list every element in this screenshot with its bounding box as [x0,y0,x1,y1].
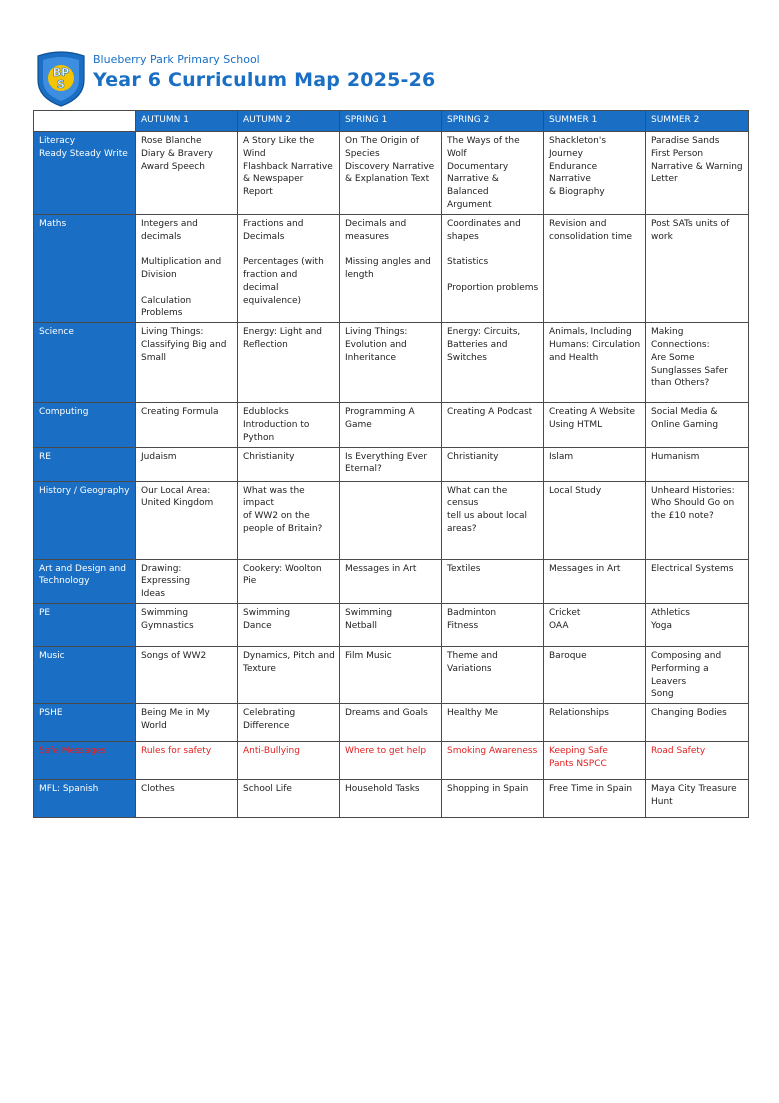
table-cell: Changing Bodies [646,704,749,742]
table-cell: Shopping in Spain [442,780,544,818]
table-cell: Living Things: Classifying Big and Small [136,323,238,403]
table-row [34,132,749,215]
table-cell: Rose Blanche Diary & Bravery Award Speech [136,132,238,215]
table-cell: Social Media & Online Gaming [646,403,749,447]
table-cell: Messages in Art [544,559,646,603]
school-crest-logo [35,50,87,108]
table-cell: Coordinates and shapes Statistics Proportion problems [442,214,544,322]
table-header-row [34,111,749,132]
row-subject-label: Literacy Ready Steady Write [34,132,136,215]
table-cell: Baroque [544,646,646,703]
table-cell: The Ways of the Wolf Documentary Narrative & Balanced Argument [442,132,544,215]
row-subject-label: MFL: Spanish [34,780,136,818]
table-cell: Creating A Website Using HTML [544,403,646,447]
table-cell: Electrical Systems [646,559,749,603]
table-row [34,704,749,742]
column-header: SPRING 1 [340,111,442,132]
table-cell: A Story Like the Wind Flashback Narrative & Newspaper Report [238,132,340,215]
table-cell: Christianity [238,447,340,481]
table-row [34,559,749,603]
table-cell: Rules for safety [136,742,238,780]
table-cell: Shackleton's Journey Endurance Narrative & Biography [544,132,646,215]
table-cell: Celebrating Difference [238,704,340,742]
table-cell: Creating A Podcast [442,403,544,447]
table-cell: Energy: Light and Reflection [238,323,340,403]
row-subject-label: RE [34,447,136,481]
table-cell: Humanism [646,447,749,481]
table-cell [340,481,442,559]
table-row [34,780,749,818]
table-cell: Fractions and Decimals Percentages (with fraction and decimal equivalence) [238,214,340,322]
table-cell: Messages in Art [340,559,442,603]
table-cell: Programming A Game [340,403,442,447]
table-cell: Animals, Including Humans: Circulation and Health [544,323,646,403]
table-cell: School Life [238,780,340,818]
table-row [34,646,749,703]
table-cell: Anti-Bullying [238,742,340,780]
table-cell: Songs of WW2 [136,646,238,703]
table-cell: Swimming Netball [340,603,442,646]
table-cell: What was the impact of WW2 on the people of Britain? [238,481,340,559]
row-subject-label: Art and Design and Technology [34,559,136,603]
table-cell: Where to get help [340,742,442,780]
table-cell: Making Connections: Are Some Sunglasses Safer than Others? [646,323,749,403]
table-cell: Local Study [544,481,646,559]
table-cell: Composing and Performing a Leavers Song [646,646,749,703]
column-header: SUMMER 2 [646,111,749,132]
table-cell: Revision and consolidation time [544,214,646,322]
table-cell: Smoking Awareness [442,742,544,780]
table-cell: What can the census tell us about local areas? [442,481,544,559]
column-header: AUTUMN 1 [136,111,238,132]
table-cell: Living Things: Evolution and Inheritance [340,323,442,403]
table-cell: Our Local Area: United Kingdom [136,481,238,559]
table-cell: Maya City Treasure Hunt [646,780,749,818]
table-cell: Theme and Variations [442,646,544,703]
table-cell: Islam [544,447,646,481]
row-subject-label: Safe Messages [34,742,136,780]
table-cell: On The Origin of Species Discovery Narrative & Explanation Text [340,132,442,215]
school-name: Blueberry Park Primary School [93,53,260,66]
table-cell: Relationships [544,704,646,742]
table-cell: Edublocks Introduction to Python [238,403,340,447]
table-cell: Swimming Gymnastics [136,603,238,646]
table-cell: Is Everything Ever Eternal? [340,447,442,481]
table-cell: Dreams and Goals [340,704,442,742]
corner-cell [34,111,136,132]
row-subject-label: History / Geography [34,481,136,559]
table-cell: Cookery: Woolton Pie [238,559,340,603]
column-header: AUTUMN 2 [238,111,340,132]
table-cell: Swimming Dance [238,603,340,646]
table-row [34,447,749,481]
table-cell: Post SATs units of work [646,214,749,322]
table-row [34,603,749,646]
table-cell: Creating Formula [136,403,238,447]
table-cell: Road Safety [646,742,749,780]
table-cell: Clothes [136,780,238,818]
table-cell: Judaism [136,447,238,481]
table-cell: Unheard Histories: Who Should Go on the £10 note? [646,481,749,559]
table-cell: Being Me in My World [136,704,238,742]
table-cell: Healthy Me [442,704,544,742]
table-cell: Athletics Yoga [646,603,749,646]
table-cell: Film Music [340,646,442,703]
table-row [34,214,749,322]
row-subject-label: Computing [34,403,136,447]
table-cell: Badminton Fitness [442,603,544,646]
svg-text:S: S [57,78,65,91]
row-subject-label: Music [34,646,136,703]
row-subject-label: PE [34,603,136,646]
curriculum-table [33,110,749,818]
table-cell: Textiles [442,559,544,603]
column-header: SPRING 2 [442,111,544,132]
table-cell: Energy: Circuits, Batteries and Switches [442,323,544,403]
table-cell: Cricket OAA [544,603,646,646]
row-subject-label: Maths [34,214,136,322]
table-cell: Drawing: Expressing Ideas [136,559,238,603]
table-cell: Decimals and measures Missing angles and length [340,214,442,322]
table-row [34,742,749,780]
table-cell: Dynamics, Pitch and Texture [238,646,340,703]
table-cell: Christianity [442,447,544,481]
table-cell: Household Tasks [340,780,442,818]
table-cell: Keeping Safe Pants NSPCC [544,742,646,780]
table-row [34,403,749,447]
page-header [35,50,755,108]
svg-text:BP: BP [52,66,70,79]
row-subject-label: Science [34,323,136,403]
table-cell: Integers and decimals Multiplication and Division Calculation Problems [136,214,238,322]
column-header: SUMMER 1 [544,111,646,132]
table-cell: Free Time in Spain [544,780,646,818]
table-row [34,481,749,559]
table-cell: Paradise Sands First Person Narrative & Warning Letter [646,132,749,215]
table-row [34,323,749,403]
page-title: Year 6 Curriculum Map 2025-26 [93,69,436,91]
row-subject-label: PSHE [34,704,136,742]
